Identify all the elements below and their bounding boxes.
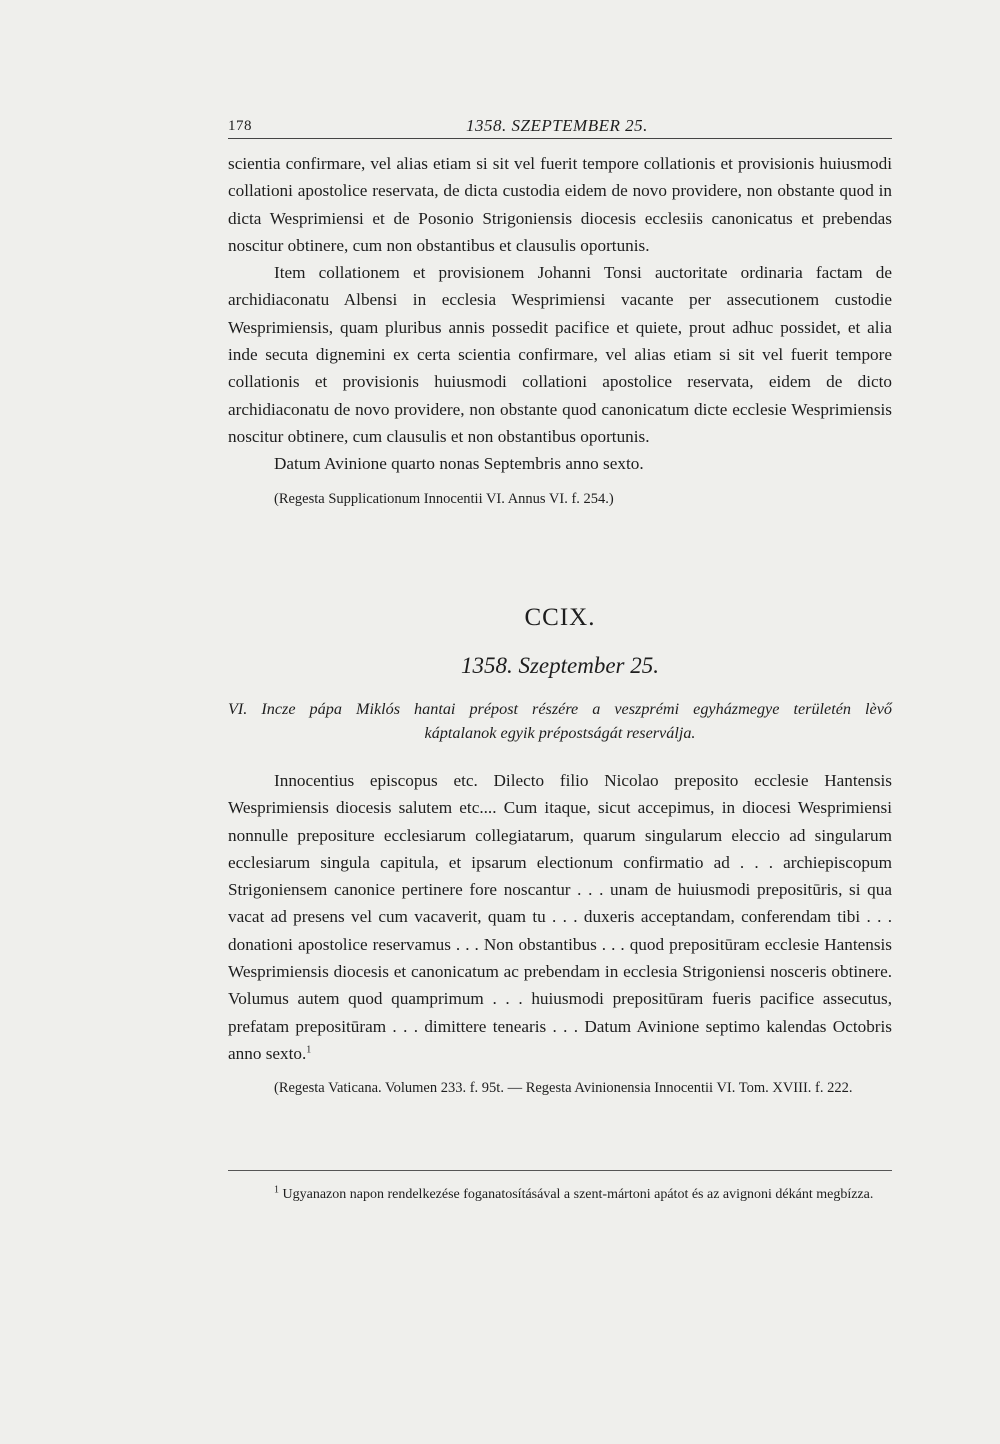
document-number: CCIX. — [524, 604, 596, 631]
document-date: 1358. Szeptember 25. — [460, 653, 660, 678]
footnote-text: Ugyanazon napon rendelkezése foganatosításával a szent-mártoni apátot és az avignoni dékánt megbízza. — [282, 1187, 874, 1202]
footnote-marker: 1 — [306, 1044, 312, 1056]
document-text — [228, 767, 892, 1099]
footnote-rule — [228, 1170, 892, 1171]
footnote — [228, 1185, 892, 1205]
running-header — [228, 116, 892, 140]
paragraph: Item collationem et provisionem Johanni Tonsi auctoritate ordinaria factam de archidiaconatu Albensi in ecclesia Wesprimiensi vacante per assecutionem custodie Wesprimiensis, quam pluribus annis possedit pacifice et quiete, prout adhuc possidet, et alia inde secuta dignemini ex certa scientia confirmare, vel alias etiam si sit vel fuerit tempore collationis et provisionis huiusmodi collationi apostolice reservata, eidem de dicto archidiaconatu de novo providere, non obstante quod canonicatum dicte ecclesie Wesprimiensis noscitur obtinere, cum clausulis et non obstantibus oportunis. — [228, 263, 892, 446]
paragraph — [228, 767, 892, 1067]
previous-document-text — [228, 150, 892, 510]
document-summary — [228, 697, 892, 745]
source-citation: (Regesta Supplicationum Innocentii VI. Annus VI. f. 254.) — [274, 490, 614, 507]
paragraph-text: Innocentius episcopus etc. Dilecto filio Nicolao preposito ecclesie Hantensis Wesprimiensis diocesis salutem etc.... Cum itaque, sicut accepimus, in diocesi Wesprimiensi nonnulle prepositure ecclesiarum collegiatarum, quarum singularum eleccio ad singularum ecclesiarum singula capitula, et ipsarum electionum confirmatio ad . . . archiepiscopum Strigoniensem canonice pertinere fore noscantur . . . unam de huiusmodi prepositūris, si qua vacat ad presens vel cum vacaverit, quam tu . . . duxeris acceptandam, conferendam tibi . . . donationi apostolice reservamus . . . Non obstantibus . . . quod prepositūram ecclesie Hantensis Wesprimiensis diocesis et canonicatum ac prebendam in ecclesia Strigoniensi nosceris obtinere. Volumus autem quod quamprimum . . . huiusmodi prepositūram fueris pacifice assecutus, prefatam prepositūram . . . dimittere tenearis . . . Datum Avinione septimo kalendas Octobris anno sexto. — [228, 771, 892, 1063]
header-rule — [228, 138, 892, 139]
summary-line: VI. Incze pápa Miklós hantai prépost részére a veszprémi egyházmegye területén lèvő — [228, 700, 892, 718]
source-citation: (Regesta Vaticana. Volumen 233. f. 95t. — Regesta Avinionensia Innocentii VI. Tom. XVIII. f. 222. — [274, 1080, 853, 1097]
page-number: 178 — [228, 118, 252, 134]
paragraph: Datum Avinione quarto nonas Septembris anno sexto. — [274, 454, 644, 474]
running-date: 1358. SZEPTEMBER 25. — [466, 116, 648, 135]
summary-line: káptalanok egyik prépostságát reserválja. — [424, 724, 696, 742]
paragraph: scientia confirmare, vel alias etiam si sit vel fuerit tempore collationis et provisionis huiusmodi collationi apostolice reservata, de dicta custodia eidem de novo providere, non obstante quod in dicta Wesprimiensi et de Posonio Strigoniensis diocesis ecclesiis canonicatus et prebendas noscitur obtinere, cum non obstantibus et clausulis oportunis. — [228, 154, 892, 255]
footnote-number: 1 — [274, 1184, 279, 1196]
